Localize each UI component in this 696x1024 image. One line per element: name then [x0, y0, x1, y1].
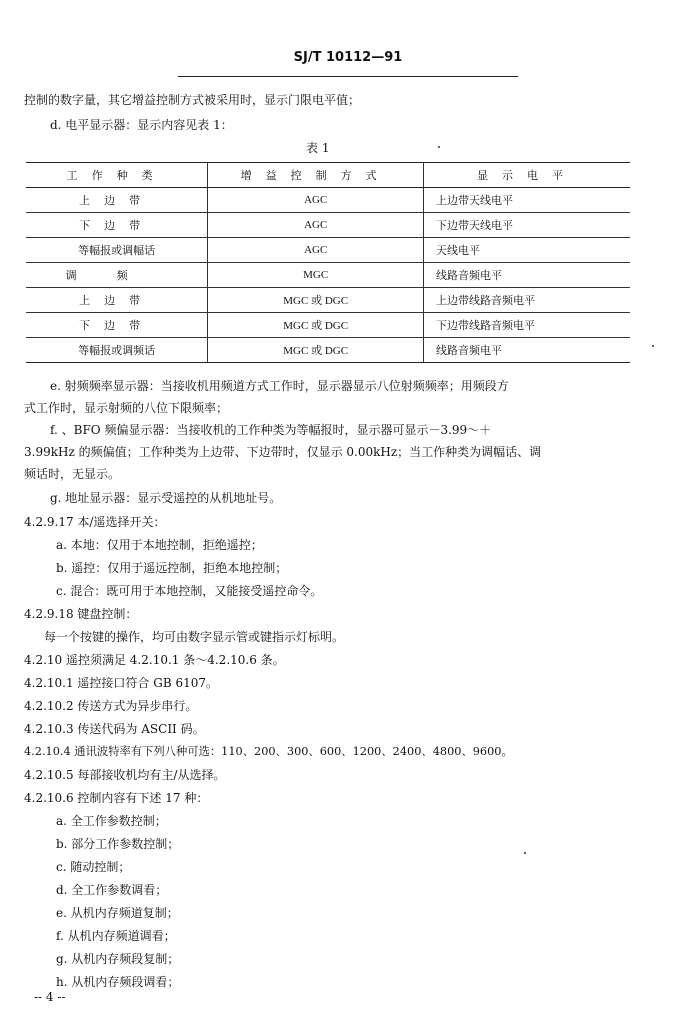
section-4-2-9-17: 4.2.9.17 本/遥选择开关：: [24, 515, 166, 529]
list-item: f. 从机内存频道调看；: [56, 929, 176, 943]
keyboard-paragraph: 每一个按键的操作，均可由数字显示管或键指示灯标明。: [44, 630, 345, 644]
list-item: g. 从机内存频段复制；: [56, 952, 180, 966]
cell-gain-control: MGC 或 DGC: [208, 288, 424, 313]
standard-number-header: SJ/T 10112—91: [293, 50, 403, 65]
table-row: [26, 263, 630, 288]
cell-display-level: 上边带线路音频电平: [424, 288, 630, 313]
table-header-row: [26, 163, 630, 188]
header-gain-control: 增益控制方式: [208, 163, 424, 188]
table-row: [26, 188, 630, 213]
cell-gain-control: MGC: [208, 263, 424, 288]
scan-speck: [438, 146, 440, 148]
cell-work-type: 等幅报或调频话: [26, 338, 208, 363]
cell-gain-control: AGC: [208, 238, 424, 263]
table-row: [26, 338, 630, 363]
section-4-2-10-1: 4.2.10.1 遥控接口符合 GB 6107。: [24, 676, 219, 690]
cell-display-level: 线路音频电平: [424, 263, 630, 288]
cell-gain-control: AGC: [208, 188, 424, 213]
item-e-line: e. 射频频率显示器：当接收机用频道方式工作时，显示器显示八位射频频率；用频段方: [50, 379, 509, 393]
section-4-2-10: 4.2.10 遥控须满足 4.2.10.1 条～4.2.10.6 条。: [24, 653, 285, 667]
scan-speck: [652, 345, 654, 347]
paragraph-line: 控制的数字量，其它增益控制方式被采用时，显示门限电平值；: [24, 93, 361, 107]
list-item-mixed: c. 混合：既可用于本地控制，又能接受遥控命令。: [56, 584, 323, 598]
item-f-line: 3.99kHz 的频偏值；工作种类为上边带、下边带时，仅显示 0.00kHz；当工作种类为调幅话、调: [24, 445, 542, 459]
item-e-line: 式工作时，显示射频的八位下限频率；: [24, 401, 229, 415]
cell-display-level: 线路音频电平: [424, 338, 630, 363]
scan-speck: [524, 852, 526, 854]
table-caption: 表 1: [306, 141, 330, 155]
cell-display-level: 下边带天线电平: [424, 213, 630, 238]
page-number: -- 4 --: [34, 990, 66, 1004]
level-display-table: [26, 162, 630, 363]
list-item: b. 部分工作参数控制；: [56, 837, 180, 851]
item-g-address-display: g. 地址显示器：显示受遥控的从机地址号。: [50, 491, 282, 505]
list-item: h. 从机内存频段调看；: [56, 975, 180, 989]
header-rule: [178, 76, 518, 77]
section-4-2-10-2: 4.2.10.2 传送方式为异步串行。: [24, 699, 198, 713]
list-item-remote: b. 遥控：仅用于遥远控制，拒绝本地控制；: [56, 561, 288, 575]
list-item: e. 从机内存频道复制；: [56, 906, 179, 920]
section-4-2-10-6: 4.2.10.6 控制内容有下述 17 种：: [24, 791, 209, 805]
item-f-line: f. 、BFO 频偏显示器：当接收机的工作种类为等幅报时，显示器可显示－3.99～＋: [50, 423, 492, 437]
item-d-level-display: d. 电平显示器：显示内容见表 1：: [50, 118, 233, 132]
cell-gain-control: MGC 或 DGC: [208, 313, 424, 338]
cell-display-level: 下边带线路音频电平: [424, 313, 630, 338]
cell-display-level: 天线电平: [424, 238, 630, 263]
section-4-2-10-5: 4.2.10.5 每部接收机均有主/从选择。: [24, 768, 226, 782]
list-item-local: a. 本地：仅用于本地控制，拒绝遥控；: [56, 538, 263, 552]
section-4-2-9-18: 4.2.9.18 键盘控制：: [24, 607, 138, 621]
cell-work-type: 等幅报或调幅话: [26, 238, 208, 263]
table-row: [26, 313, 630, 338]
item-f-line: 频话时，无显示。: [24, 467, 121, 481]
cell-work-type: 上边带: [26, 188, 208, 213]
cell-display-level: 上边带天线电平: [424, 188, 630, 213]
list-item: d. 全工作参数调看；: [56, 883, 168, 897]
cell-work-type: 下边带: [26, 313, 208, 338]
cell-gain-control: MGC 或 DGC: [208, 338, 424, 363]
cell-work-type: 上边带: [26, 288, 208, 313]
list-item: a. 全工作参数控制；: [56, 814, 167, 828]
cell-work-type: 下边带: [26, 213, 208, 238]
section-4-2-10-4: 4.2.10.4 通讯波特率有下列八种可选：110、200、300、600、1200、2400、4800、9600。: [24, 745, 513, 758]
section-4-2-10-3: 4.2.10.3 传送代码为 ASCII 码。: [24, 722, 205, 736]
list-item: c. 随动控制；: [56, 860, 131, 874]
header-work-type: 工作种类: [26, 163, 208, 188]
table-row: [26, 238, 630, 263]
cell-gain-control: AGC: [208, 213, 424, 238]
cell-work-type: 调频: [26, 263, 208, 288]
header-display-level: 显示电平: [424, 163, 630, 188]
table-row: [26, 288, 630, 313]
table-row: [26, 213, 630, 238]
